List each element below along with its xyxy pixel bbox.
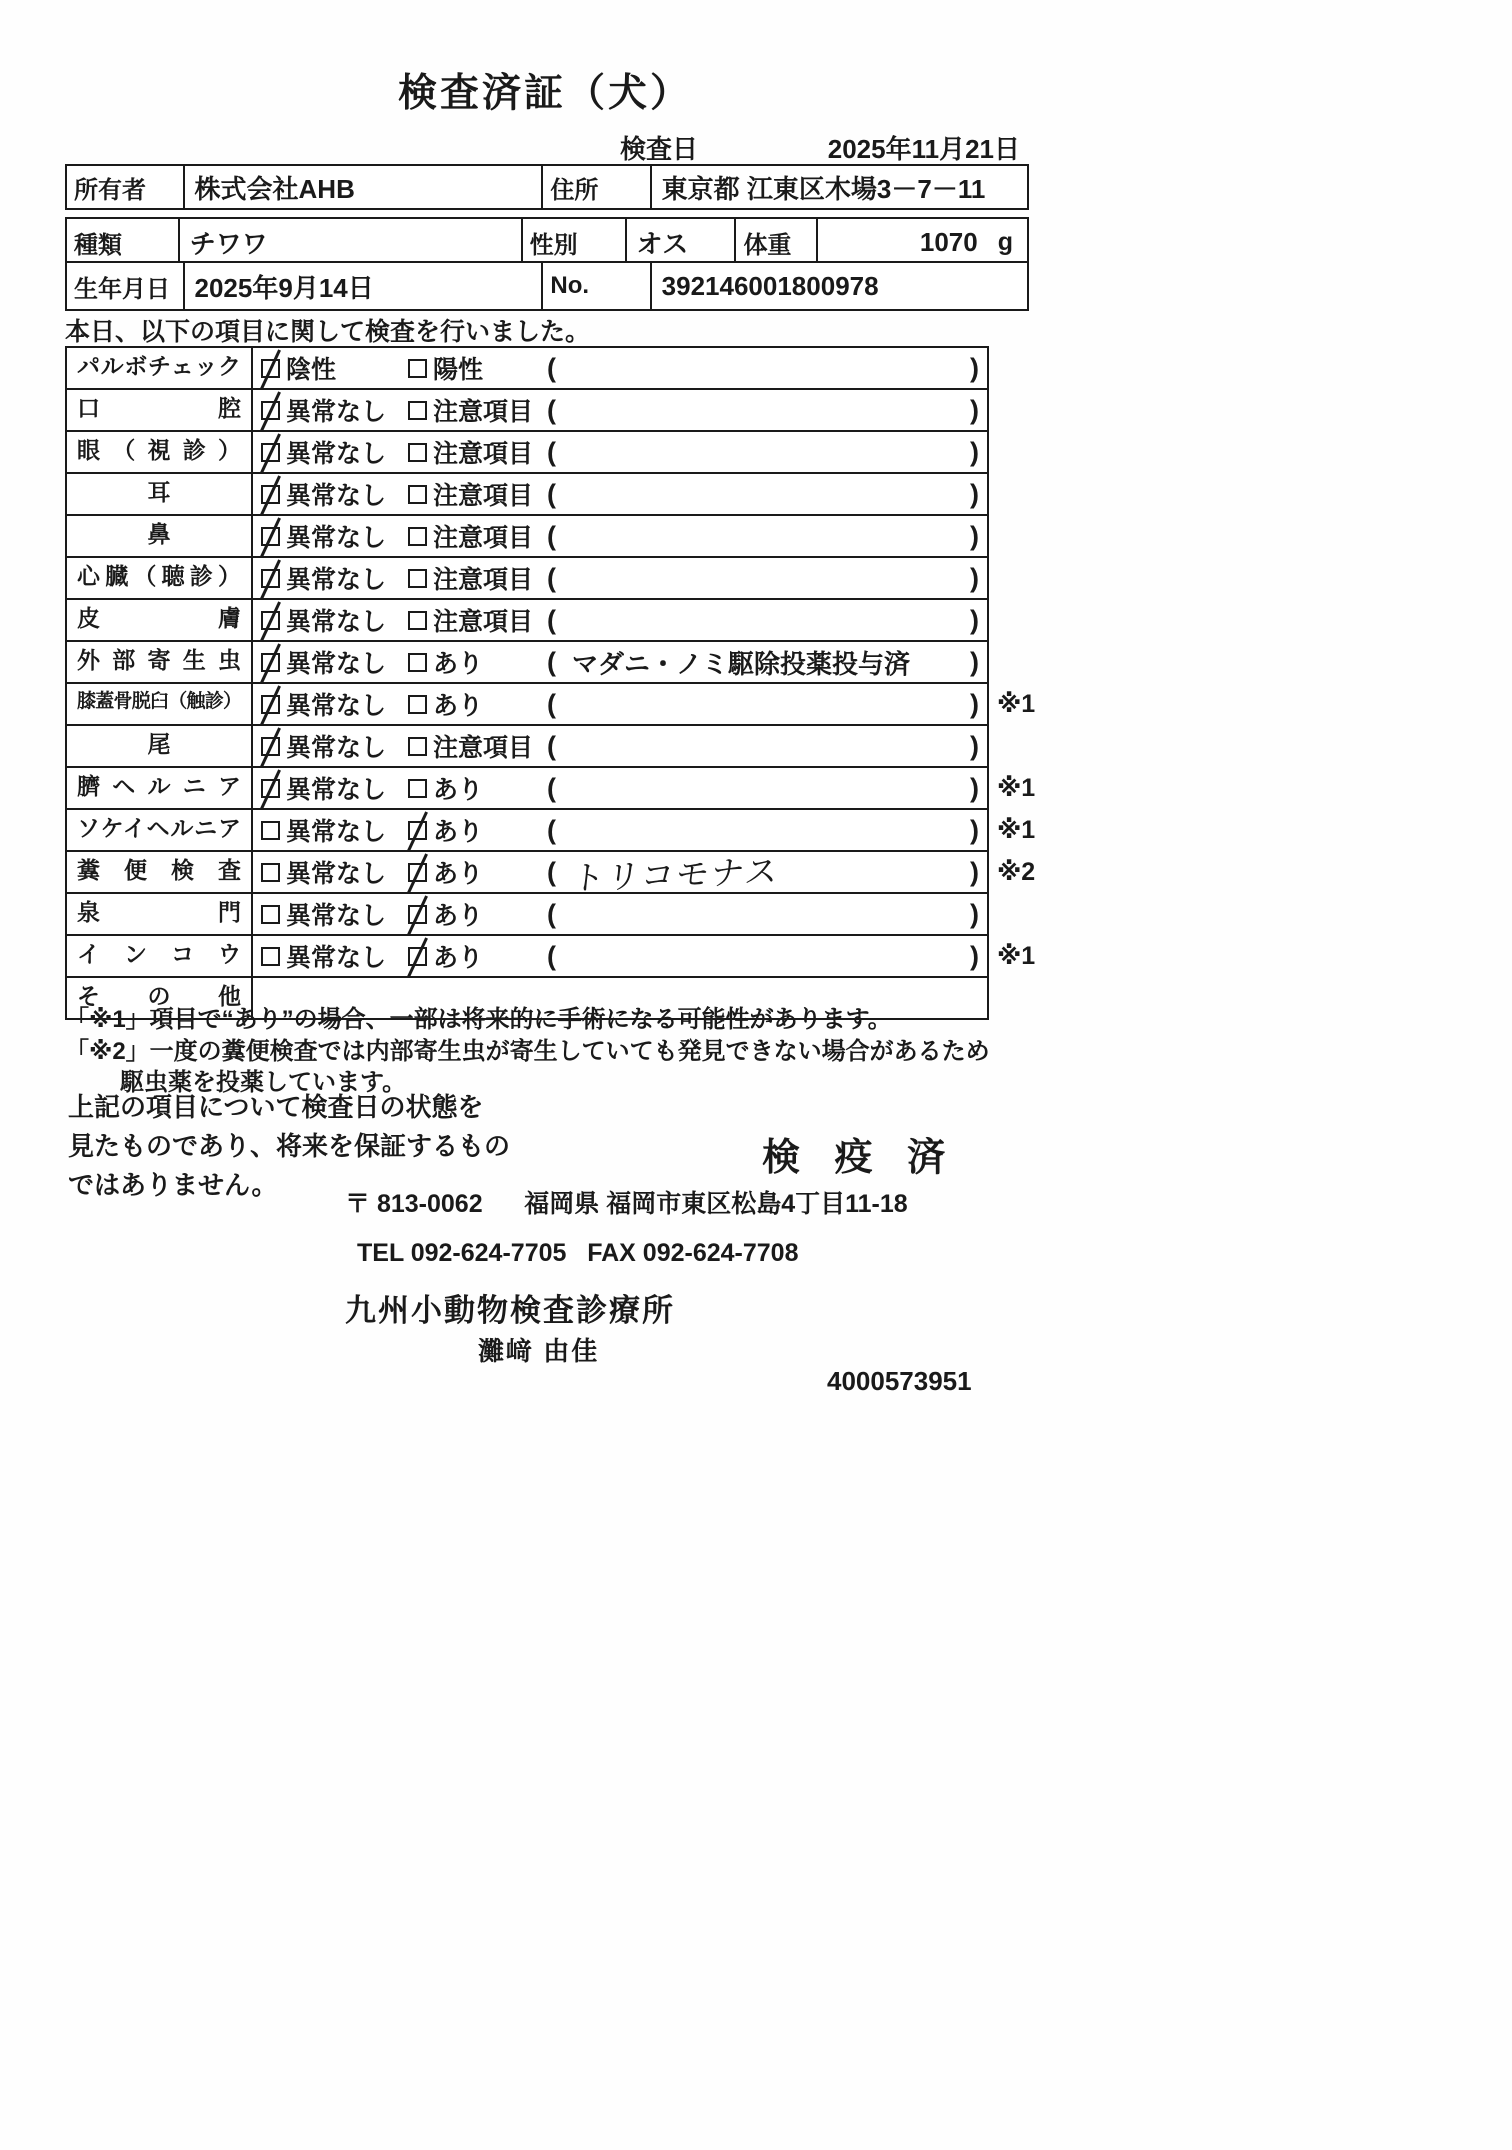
option-label: 異常なし <box>286 902 387 930</box>
remarks-field <box>547 390 979 430</box>
disclaimer-line-3: ではありません。 <box>68 1170 278 1200</box>
option-present <box>408 684 483 724</box>
checkbox-icon <box>261 527 280 546</box>
option-label: 異常なし <box>286 440 387 468</box>
checklist-row-patella <box>67 684 1036 726</box>
checklist-row-inguinal-hernia <box>67 810 1036 852</box>
option-negative <box>261 348 336 388</box>
option-normal <box>261 432 386 472</box>
option-present <box>408 852 483 892</box>
remarks-text-handwritten: トリコモナス <box>569 851 782 897</box>
owner-table <box>65 164 1029 210</box>
checkbox-icon <box>408 401 427 420</box>
checkbox-icon <box>261 653 280 672</box>
weight-cell <box>818 219 1027 265</box>
remarks-field <box>547 936 979 976</box>
birth-label: 生年月日 <box>67 263 185 309</box>
remarks-field <box>547 851 979 897</box>
option-label: 陰性 <box>286 356 337 384</box>
option-normal <box>261 768 386 808</box>
row-label: 外部寄生虫 <box>67 642 253 682</box>
option-normal <box>261 516 386 556</box>
paren-close: ) <box>970 352 979 383</box>
checkbox-icon <box>261 569 280 588</box>
paren-open: ( <box>547 352 556 383</box>
option-caution <box>408 390 533 430</box>
checkbox-icon <box>261 821 280 840</box>
option-label: 注意項目 <box>433 482 534 510</box>
checklist-row-tail <box>67 726 987 768</box>
checkbox-icon <box>408 821 427 840</box>
checkbox-icon <box>261 443 280 462</box>
checkbox-icon <box>261 863 280 882</box>
checkbox-icon <box>261 947 280 966</box>
no-value: 392146001800978 <box>661 270 879 301</box>
checklist-table <box>65 346 1036 1020</box>
option-label: 異常なし <box>286 482 387 510</box>
veterinarian-name: 灘﨑 由佳 <box>478 1336 600 1366</box>
option-caution <box>408 600 533 640</box>
paren-open: ( <box>547 562 556 593</box>
row-label: 口腔 <box>67 390 253 430</box>
option-label: 注意項目 <box>433 440 534 468</box>
disclaimer-line-1: 上記の項目について検査日の状態を <box>68 1092 484 1122</box>
checkbox-icon <box>408 779 427 798</box>
option-label: あり <box>433 818 484 846</box>
option-label: あり <box>433 650 484 678</box>
checkbox-icon <box>408 359 427 378</box>
option-label: 注意項目 <box>433 608 534 636</box>
option-caution <box>408 558 533 598</box>
row-label: 耳 <box>67 474 253 514</box>
paren-close: ) <box>970 604 979 635</box>
weight-unit: g <box>997 227 1013 256</box>
birth-value: 2025年9月14日 <box>185 263 544 309</box>
remarks-field <box>547 726 979 766</box>
option-label: 注意項目 <box>433 524 534 552</box>
checkbox-icon <box>408 569 427 588</box>
inspection-date-value: 2025年11月21日 <box>827 134 1020 164</box>
option-label: 陽性 <box>433 356 484 384</box>
clinic-postal-address: 〒 813-0062 福岡県 福岡市東区松島4丁目11-18 <box>345 1190 908 1218</box>
row-label: パルボチェック <box>67 348 253 388</box>
option-caution <box>408 726 533 766</box>
paren-open: ( <box>547 394 556 425</box>
option-label: 異常なし <box>286 692 387 720</box>
option-normal <box>261 642 386 682</box>
quarantine-stamp: 検 疫 済 <box>762 1137 958 1179</box>
checkbox-icon <box>408 485 427 504</box>
row-label: ソケイヘルニア <box>67 810 253 850</box>
option-label: 異常なし <box>286 524 387 552</box>
option-normal <box>261 474 386 514</box>
owner-label: 所有者 <box>67 166 185 208</box>
paren-close: ) <box>970 520 979 551</box>
remarks-field <box>547 432 979 472</box>
option-label: 異常なし <box>286 818 387 846</box>
address-value: 東京都 江東区木場3－7－11 <box>661 173 986 204</box>
paren-open: ( <box>547 772 556 803</box>
option-label: 異常なし <box>286 650 387 678</box>
remarks-field <box>547 684 979 724</box>
option-normal <box>261 894 386 934</box>
footnote-2-continued: 駆虫薬を投薬しています。 <box>120 1069 407 1096</box>
checklist-row-fecal-exam <box>67 851 1036 897</box>
paren-open: ( <box>547 730 556 761</box>
checklist-row-parvo <box>67 348 987 390</box>
weight-label: 体重 <box>736 219 818 265</box>
paren-close: ) <box>970 478 979 509</box>
row-label: 尾 <box>67 726 253 766</box>
paren-close: ) <box>970 772 979 803</box>
paren-open: ( <box>547 646 556 677</box>
paren-open: ( <box>547 688 556 719</box>
remarks-field <box>547 558 979 598</box>
row-footnote-ref: ※2 <box>997 858 1036 886</box>
option-label: 異常なし <box>286 566 387 594</box>
paren-close: ) <box>970 688 979 719</box>
checkbox-icon <box>408 653 427 672</box>
row-label: 眼（視診） <box>67 432 253 472</box>
paren-open: ( <box>547 856 556 887</box>
sex-value: オス <box>627 219 737 265</box>
option-normal <box>261 684 386 724</box>
row-footnote-ref: ※1 <box>997 690 1036 718</box>
checklist-row-ears <box>67 474 987 516</box>
remarks-field <box>547 642 979 682</box>
checklist-row-heart <box>67 558 987 600</box>
checklist-row-skin <box>67 600 987 642</box>
checkbox-icon <box>408 947 427 966</box>
clinic-name: 九州小動物検査診療所 <box>345 1293 675 1328</box>
checkbox-icon <box>408 443 427 462</box>
paren-close: ) <box>970 814 979 845</box>
checkbox-icon <box>261 359 280 378</box>
checklist-row-eyes <box>67 432 987 474</box>
row-footnote-ref: ※1 <box>997 774 1036 802</box>
paren-close: ) <box>970 730 979 761</box>
checklist-row-inkou <box>67 936 1036 978</box>
option-label: 異常なし <box>286 776 387 804</box>
checkbox-icon <box>408 611 427 630</box>
checkbox-icon <box>408 863 427 882</box>
row-label: 鼻 <box>67 516 253 556</box>
option-normal <box>261 558 386 598</box>
row-label: インコウ <box>67 936 253 976</box>
disclaimer-line-2: 見たものであり、将来を保証するもの <box>68 1131 511 1161</box>
paren-close: ) <box>970 646 979 677</box>
option-label: あり <box>433 902 484 930</box>
paren-open: ( <box>547 478 556 509</box>
option-label: あり <box>433 860 484 888</box>
paren-close: ) <box>970 940 979 971</box>
row-label: 臍ヘルニア <box>67 768 253 808</box>
remarks-field <box>547 600 979 640</box>
option-label: 注意項目 <box>433 734 534 762</box>
breed-label: 種類 <box>67 219 180 265</box>
owner-value: 株式会社AHB <box>185 166 544 208</box>
option-present <box>408 936 483 976</box>
checkbox-icon <box>261 695 280 714</box>
remarks-field <box>547 474 979 514</box>
option-label: 注意項目 <box>433 398 534 426</box>
checkbox-icon <box>408 527 427 546</box>
paren-open: ( <box>547 604 556 635</box>
option-normal <box>261 726 386 766</box>
footnote-2: 「※2」一度の糞便検査では内部寄生虫が寄生していても発見できない場合があるため <box>65 1038 990 1065</box>
intro-text: 本日、以下の項目に関して検査を行いました。 <box>65 318 591 346</box>
pet-table-row2 <box>65 261 1029 311</box>
checkbox-icon <box>261 905 280 924</box>
remarks-text: マダニ・ノミ駆除投薬投与済 <box>572 648 911 679</box>
option-positive <box>408 348 483 388</box>
checkbox-icon <box>408 695 427 714</box>
footnote-1: 「※1」項目で“あり”の場合、一部は将来的に手術になる可能性があります。 <box>65 1006 892 1033</box>
inspection-date <box>620 129 1020 166</box>
option-caution <box>408 432 533 472</box>
address-label: 住所 <box>543 166 651 208</box>
breed-value: チワワ <box>180 219 523 265</box>
option-caution <box>408 516 533 556</box>
row-label: 心臓（聴診） <box>67 558 253 598</box>
row-label: 皮膚 <box>67 600 253 640</box>
option-present <box>408 894 483 934</box>
pet-table-row1 <box>65 217 1029 267</box>
sex-label: 性別 <box>523 219 627 265</box>
option-normal <box>261 852 386 892</box>
remarks-field <box>547 810 979 850</box>
option-label: 異常なし <box>286 944 387 972</box>
paren-close: ) <box>970 394 979 425</box>
remarks-field <box>547 516 979 556</box>
row-footnote-ref: ※1 <box>997 942 1036 970</box>
paren-close: ) <box>970 436 979 467</box>
checkbox-icon <box>408 905 427 924</box>
remarks-field <box>547 348 979 388</box>
option-label: 異常なし <box>286 734 387 762</box>
serial-number: 4000573951 <box>827 1366 972 1396</box>
paren-open: ( <box>547 520 556 551</box>
option-label: 異常なし <box>286 608 387 636</box>
paren-close: ) <box>970 562 979 593</box>
weight-value: 1070 <box>919 226 978 257</box>
checklist-row-umbilical-hernia <box>67 768 1036 810</box>
remarks-field <box>547 894 979 934</box>
option-label: 注意項目 <box>433 566 534 594</box>
option-label: あり <box>433 692 484 720</box>
checkbox-icon <box>261 401 280 420</box>
option-normal <box>261 390 386 430</box>
option-present <box>408 810 483 850</box>
checklist-row-fontanelle <box>67 894 987 936</box>
checklist-row-mouth <box>67 390 987 432</box>
page-title: 検査済証（犬） <box>397 72 692 115</box>
checklist-row-nose <box>67 516 987 558</box>
checkbox-icon <box>261 779 280 798</box>
checkbox-icon <box>261 611 280 630</box>
paren-open: ( <box>547 436 556 467</box>
paren-open: ( <box>547 898 556 929</box>
option-label: あり <box>433 944 484 972</box>
remarks-field <box>547 768 979 808</box>
checkbox-icon <box>408 737 427 756</box>
inspection-date-label: 検査日 <box>620 134 699 164</box>
row-label: 泉門 <box>67 894 253 934</box>
paren-close: ) <box>970 856 979 887</box>
row-label: その他 <box>67 978 253 1018</box>
option-present <box>408 768 483 808</box>
clinic-tel-fax: TEL 092-624-7705 FAX 092-624-7708 <box>357 1239 799 1267</box>
paren-close: ) <box>970 898 979 929</box>
option-caution <box>408 474 533 514</box>
option-normal <box>261 810 386 850</box>
row-label: 糞便検査 <box>67 852 253 892</box>
option-label: 異常なし <box>286 860 387 888</box>
paren-open: ( <box>547 814 556 845</box>
checkbox-icon <box>261 737 280 756</box>
option-present <box>408 642 483 682</box>
option-label: 異常なし <box>286 398 387 426</box>
option-normal <box>261 936 386 976</box>
checkbox-icon <box>261 485 280 504</box>
option-label: あり <box>433 776 484 804</box>
no-label: No. <box>543 263 651 309</box>
row-footnote-ref: ※1 <box>997 816 1036 844</box>
row-label: 膝蓋骨脱臼（触診） <box>67 684 253 724</box>
checklist-row-external-parasites <box>67 642 987 684</box>
paren-open: ( <box>547 940 556 971</box>
option-normal <box>261 600 386 640</box>
